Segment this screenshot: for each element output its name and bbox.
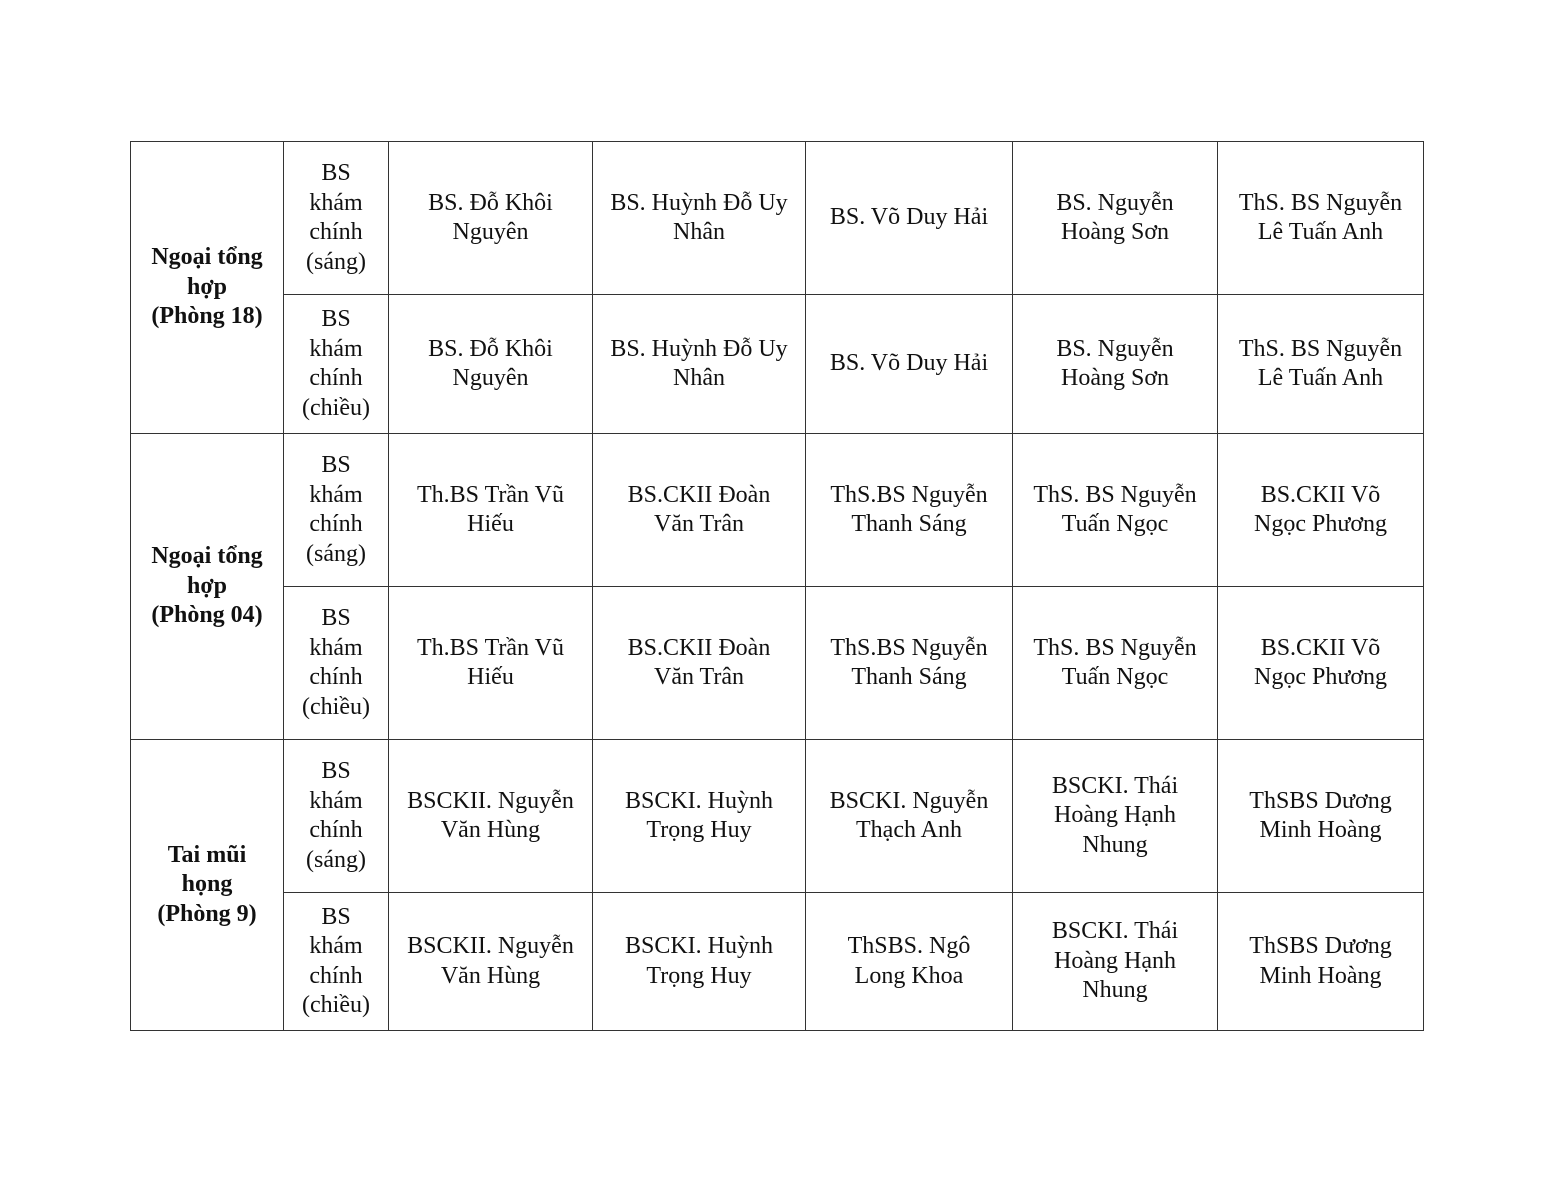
doctor-cell: BS. Huỳnh Đỗ Uy Nhân [593,142,806,295]
department-cell: Ngoại tổng hợp (Phòng 18) [131,142,284,434]
doctor-cell: BSCKI. Huỳnh Trọng Huy [593,893,806,1031]
doctor-cell: BS. Nguyễn Hoàng Sơn [1013,295,1218,434]
role-cell: BS khám chính (sáng) [284,142,389,295]
doctor-cell: BSCKI. Huỳnh Trọng Huy [593,740,806,893]
doctor-cell: BSCKII. Nguyễn Văn Hùng [389,893,593,1031]
table-row [131,740,1424,893]
doctor-cell: BSCKII. Nguyễn Văn Hùng [389,740,593,893]
doctor-cell: BS. Nguyễn Hoàng Sơn [1013,142,1218,295]
role-cell: BS khám chính (chiều) [284,587,389,740]
doctor-cell: BS. Võ Duy Hải [806,295,1013,434]
role-cell: BS khám chính (sáng) [284,740,389,893]
doctor-cell: BS. Đỗ Khôi Nguyên [389,142,593,295]
doctor-cell: ThS. BS Nguyễn Tuấn Ngọc [1013,587,1218,740]
doctor-cell: BS. Đỗ Khôi Nguyên [389,295,593,434]
doctor-cell: BS.CKII Võ Ngọc Phương [1218,587,1424,740]
table-row [131,893,1424,1031]
schedule-table [130,141,1424,1031]
doctor-cell: BS.CKII Đoàn Văn Trân [593,587,806,740]
department-cell: Ngoại tổng hợp (Phòng 04) [131,434,284,740]
role-cell: BS khám chính (sáng) [284,434,389,587]
doctor-cell: ThSBS Dương Minh Hoàng [1218,740,1424,893]
table-row [131,587,1424,740]
doctor-cell: BS. Huỳnh Đỗ Uy Nhân [593,295,806,434]
doctor-cell: ThS.BS Nguyễn Thanh Sáng [806,434,1013,587]
doctor-cell: BSCKI. Thái Hoàng Hạnh Nhung [1013,740,1218,893]
doctor-cell: BSCKI. Thái Hoàng Hạnh Nhung [1013,893,1218,1031]
department-cell: Tai mũi họng (Phòng 9) [131,740,284,1031]
role-cell: BS khám chính (chiều) [284,295,389,434]
doctor-cell: BSCKI. Nguyễn Thạch Anh [806,740,1013,893]
doctor-cell: Th.BS Trần Vũ Hiếu [389,587,593,740]
doctor-cell: BS. Võ Duy Hải [806,142,1013,295]
doctor-cell: ThS. BS Nguyễn Lê Tuấn Anh [1218,295,1424,434]
table-row [131,295,1424,434]
doctor-cell: ThS. BS Nguyễn Lê Tuấn Anh [1218,142,1424,295]
table-row [131,142,1424,295]
table-row [131,434,1424,587]
doctor-cell: ThSBS. Ngô Long Khoa [806,893,1013,1031]
doctor-cell: ThS.BS Nguyễn Thanh Sáng [806,587,1013,740]
doctor-cell: Th.BS Trần Vũ Hiếu [389,434,593,587]
doctor-cell: ThSBS Dương Minh Hoàng [1218,893,1424,1031]
doctor-cell: BS.CKII Đoàn Văn Trân [593,434,806,587]
role-cell: BS khám chính (chiều) [284,893,389,1031]
doctor-cell: BS.CKII Võ Ngọc Phương [1218,434,1424,587]
doctor-cell: ThS. BS Nguyễn Tuấn Ngọc [1013,434,1218,587]
